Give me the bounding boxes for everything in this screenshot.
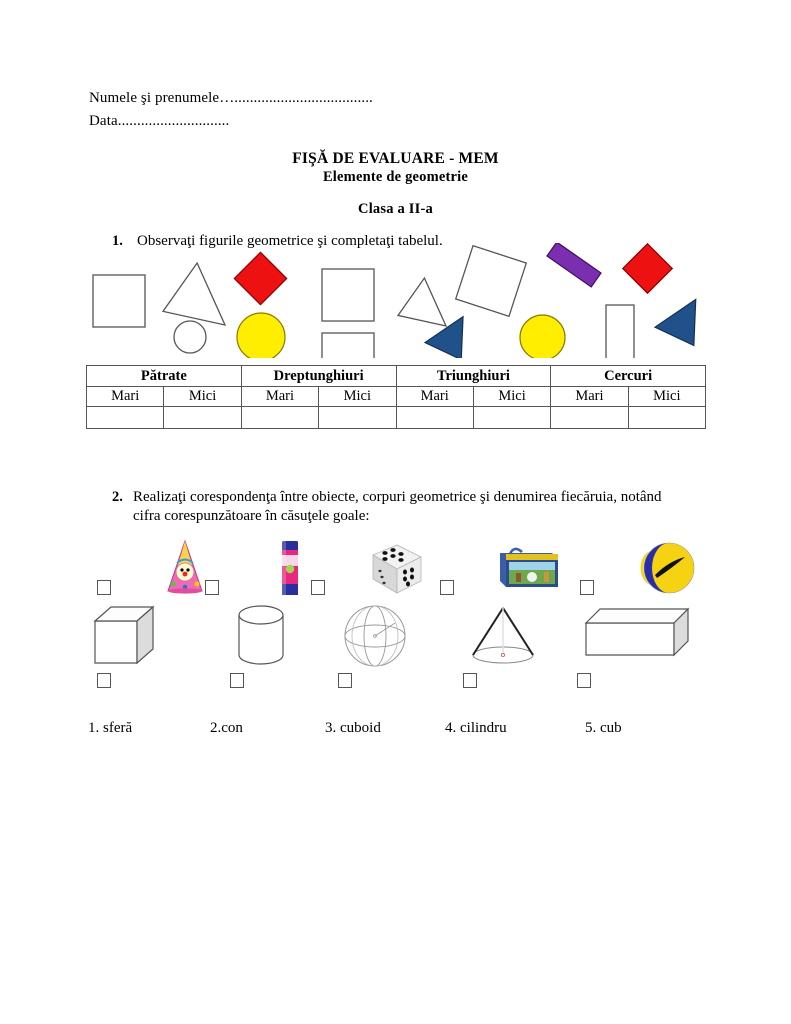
square-outline-medium	[322, 269, 374, 321]
solid-name-label-3: 3. cuboid	[325, 720, 381, 736]
dice-object	[363, 539, 433, 602]
date-line: Data.............................	[89, 113, 230, 129]
student-name-line: Numele şi prenumele…....................................	[89, 90, 373, 106]
exercise-2-number: 2.	[112, 489, 123, 505]
cube-solid	[93, 603, 165, 674]
answer-checkbox-solid-5[interactable]	[577, 673, 591, 688]
exercise-1-instruction: Observaţi figurile geometrice şi completaţi tabelul.	[137, 233, 443, 249]
table-answer-cell[interactable]	[164, 407, 241, 429]
table-group-header: Cercuri	[551, 366, 706, 387]
table-subheader: Mari	[241, 387, 318, 407]
cuboid-solid	[582, 603, 702, 674]
table-answer-cell[interactable]	[628, 407, 705, 429]
square-outline-large	[93, 275, 145, 327]
circle-outline-small	[174, 321, 206, 353]
page-subtitle: Elemente de geometrie	[322, 169, 469, 185]
table-subheader-row	[87, 387, 706, 407]
answer-checkbox-object-1[interactable]	[97, 580, 111, 595]
solid-name-label-4: 4. cilindru	[445, 720, 507, 736]
pencil-case-object	[492, 539, 562, 602]
table-subheader: Mici	[319, 387, 396, 407]
table-answer-cell[interactable]	[87, 407, 164, 429]
answer-checkbox-solid-3[interactable]	[338, 673, 352, 688]
answer-checkbox-object-2[interactable]	[205, 580, 219, 595]
solid-name-label-1: 1. sferă	[88, 720, 133, 736]
red-diamond-small	[234, 252, 286, 304]
triangle-outline-large	[163, 263, 225, 325]
table-group-header: Pătrate	[87, 366, 242, 387]
square-outline-tilted	[456, 246, 527, 317]
purple-rectangle	[547, 243, 601, 287]
geometric-shapes-figure	[85, 243, 705, 358]
matching-exercise-area	[85, 535, 710, 745]
page-title: FIŞĂ DE EVALUARE - MEM	[292, 150, 499, 167]
class-level: Clasa a II-a	[358, 201, 433, 217]
table-answer-cell[interactable]	[319, 407, 396, 429]
table-answer-cell[interactable]	[396, 407, 473, 429]
answer-checkbox-solid-1[interactable]	[97, 673, 111, 688]
yellow-circle-large	[237, 313, 285, 358]
table-answer-cell[interactable]	[551, 407, 628, 429]
answer-checkbox-object-3[interactable]	[311, 580, 325, 595]
table-subheader: Mari	[87, 387, 164, 407]
exercise-2-instruction-line1: Realizaţi corespondenţa între obiecte, corpuri geometrice şi denumirea fiecăruia, notând	[133, 489, 662, 505]
shape-count-table	[86, 365, 706, 429]
table-group-header: Triunghiuri	[396, 366, 551, 387]
red-diamond-large	[623, 244, 672, 293]
answer-checkbox-solid-2[interactable]	[230, 673, 244, 688]
answer-checkbox-object-4[interactable]	[440, 580, 454, 595]
rectangle-outline-small	[322, 333, 374, 358]
exercise-1-number: 1.	[112, 233, 123, 249]
solid-name-label-2: 2.con	[210, 720, 243, 736]
table-answer-row	[87, 407, 706, 429]
solid-name-label-5: 5. cub	[585, 720, 622, 736]
table-subheader: Mari	[396, 387, 473, 407]
ball-object	[635, 539, 705, 602]
table-subheader: Mici	[628, 387, 705, 407]
table-answer-cell[interactable]	[473, 407, 550, 429]
answer-checkbox-solid-4[interactable]	[463, 673, 477, 688]
cylinder-solid	[225, 603, 301, 674]
rectangle-outline-vertical	[606, 305, 634, 358]
table-subheader: Mici	[473, 387, 550, 407]
navy-triangle-right	[651, 299, 703, 351]
cone-solid	[465, 603, 541, 674]
table-group-header-row	[87, 366, 706, 387]
answer-checkbox-object-5[interactable]	[580, 580, 594, 595]
table-subheader: Mari	[551, 387, 628, 407]
triangle-outline-small	[398, 278, 446, 326]
table-subheader: Mici	[164, 387, 241, 407]
table-answer-cell[interactable]	[241, 407, 318, 429]
yellow-circle-large-2	[520, 315, 565, 358]
exercise-2-instruction-line2: cifra corespunzătoare în căsuţele goale:	[133, 508, 370, 524]
sphere-solid	[337, 603, 413, 674]
table-group-header: Dreptunghiuri	[241, 366, 396, 387]
